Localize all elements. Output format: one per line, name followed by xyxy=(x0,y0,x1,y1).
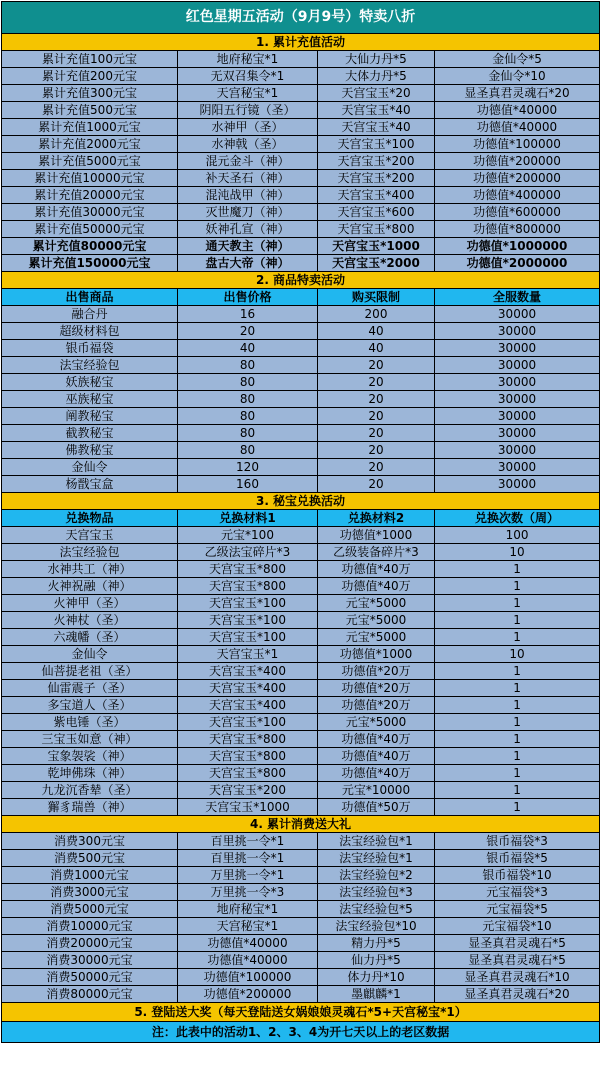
table-cell: 元宝福袋*3 xyxy=(435,884,600,901)
table-cell: 巫族秘宝 xyxy=(2,391,178,408)
table-row xyxy=(2,306,600,323)
table-cell: 累计充值50000元宝 xyxy=(2,221,178,238)
table-cell: 1 xyxy=(435,561,600,578)
table-cell: 天宫宝玉*40 xyxy=(318,102,435,119)
table-cell: 80 xyxy=(178,357,318,374)
table-cell: 万里挑一令*1 xyxy=(178,867,318,884)
table-cell: 1 xyxy=(435,680,600,697)
table-cell: 法宝经验包*2 xyxy=(318,867,435,884)
table-row xyxy=(2,357,600,374)
table-cell: 显圣真君灵魂石*20 xyxy=(435,85,600,102)
table-cell: 功德值*1000 xyxy=(318,646,435,663)
table-cell: 天宫宝玉*40 xyxy=(318,119,435,136)
table-cell: 天宫宝玉*400 xyxy=(178,680,318,697)
table-cell: 天宫宝玉*100 xyxy=(178,595,318,612)
table-cell: 功德值*40万 xyxy=(318,578,435,595)
note-row xyxy=(2,1022,600,1043)
table-cell: 天宫宝玉*800 xyxy=(178,561,318,578)
table-cell: 80 xyxy=(178,425,318,442)
table-cell: 1 xyxy=(435,799,600,816)
table-cell: 消费1000元宝 xyxy=(2,867,178,884)
table-cell: 功德值*100000 xyxy=(435,136,600,153)
table-cell: 累计充值80000元宝 xyxy=(2,238,178,255)
table-cell: 1 xyxy=(435,578,600,595)
table-cell: 功德值*100000 xyxy=(178,969,318,986)
table-cell: 仙雷震子（圣） xyxy=(2,680,178,697)
table-cell: 160 xyxy=(178,476,318,493)
table-row xyxy=(2,714,600,731)
table-cell: 地府秘宝*1 xyxy=(178,51,318,68)
table-cell: 功德值*40000 xyxy=(178,952,318,969)
table-row xyxy=(2,68,600,85)
table-cell: 40 xyxy=(178,340,318,357)
column-header: 兑换次数（周） xyxy=(435,510,600,527)
table-row xyxy=(2,986,600,1003)
table-cell: 补天圣石（神） xyxy=(178,170,318,187)
table-row xyxy=(2,119,600,136)
table-cell: 法宝经验包*1 xyxy=(318,833,435,850)
table-row xyxy=(2,799,600,816)
table-cell: 100 xyxy=(435,527,600,544)
table-cell: 天宫宝玉*800 xyxy=(178,731,318,748)
table-cell: 功德值*200000 xyxy=(435,153,600,170)
table-cell: 天宫宝玉*200 xyxy=(318,170,435,187)
table-cell: 截教秘宝 xyxy=(2,425,178,442)
table-row xyxy=(2,748,600,765)
table-row xyxy=(2,884,600,901)
table-cell: 功德值*1000000 xyxy=(435,238,600,255)
table-row xyxy=(2,918,600,935)
table-cell: 盘古大帝（神） xyxy=(178,255,318,272)
table-row xyxy=(2,867,600,884)
table-cell: 30000 xyxy=(435,340,600,357)
table-cell: 1 xyxy=(435,714,600,731)
table-cell: 天宫宝玉*400 xyxy=(318,187,435,204)
table-cell: 混元金斗（神） xyxy=(178,153,318,170)
section-heading: 5. 登陆送大奖（每天登陆送女娲娘娘灵魂石*5+天宫秘宝*1） xyxy=(2,1003,600,1022)
table-cell: 消费5000元宝 xyxy=(2,901,178,918)
table-cell: 金仙令*5 xyxy=(435,51,600,68)
table-cell: 水神共工（神） xyxy=(2,561,178,578)
table-cell: 大仙力丹*5 xyxy=(318,51,435,68)
table-cell: 天宫宝玉*400 xyxy=(178,697,318,714)
table-cell: 功德值*40000 xyxy=(435,102,600,119)
table-cell: 紫电锤（圣） xyxy=(2,714,178,731)
table-row xyxy=(2,476,600,493)
table-cell: 累计充值500元宝 xyxy=(2,102,178,119)
table-cell: 银币福袋*3 xyxy=(435,833,600,850)
table-cell: 精力丹*5 xyxy=(318,935,435,952)
section-heading: 3. 秘宝兑换活动 xyxy=(2,493,600,510)
column-header-row xyxy=(2,289,600,306)
table-row xyxy=(2,561,600,578)
table-row xyxy=(2,680,600,697)
table-cell: 80 xyxy=(178,374,318,391)
table-row xyxy=(2,323,600,340)
table-cell: 法宝经验包 xyxy=(2,357,178,374)
table-cell: 天宫宝玉*200 xyxy=(178,782,318,799)
table-cell: 火神甲（圣） xyxy=(2,595,178,612)
table-cell: 体力丹*10 xyxy=(318,969,435,986)
table-cell: 天宫宝玉*2000 xyxy=(318,255,435,272)
table-row xyxy=(2,442,600,459)
table-row xyxy=(2,527,600,544)
table-cell: 法宝经验包*5 xyxy=(318,901,435,918)
table-cell: 百里挑一令*1 xyxy=(178,833,318,850)
table-cell: 仙力丹*5 xyxy=(318,952,435,969)
table-cell: 30000 xyxy=(435,476,600,493)
table-row xyxy=(2,901,600,918)
table-row xyxy=(2,51,600,68)
table-cell: 天宫宝玉*1000 xyxy=(178,799,318,816)
table-cell: 水神戟（圣） xyxy=(178,136,318,153)
table-cell: 20 xyxy=(318,408,435,425)
table-cell: 獬豸瑞兽（神） xyxy=(2,799,178,816)
table-cell: 百里挑一令*1 xyxy=(178,850,318,867)
table-cell: 乙级装备碎片*3 xyxy=(318,544,435,561)
table-row xyxy=(2,102,600,119)
table-cell: 消费50000元宝 xyxy=(2,969,178,986)
table-cell: 天宫宝玉*1 xyxy=(178,646,318,663)
table-cell: 30000 xyxy=(435,442,600,459)
table-cell: 20 xyxy=(318,459,435,476)
table-cell: 显圣真君灵魂石*5 xyxy=(435,952,600,969)
table-row xyxy=(2,204,600,221)
table-cell: 80 xyxy=(178,408,318,425)
table-cell: 妖神孔宣（神） xyxy=(178,221,318,238)
table-cell: 1 xyxy=(435,748,600,765)
table-cell: 火神杖（圣） xyxy=(2,612,178,629)
table-cell: 功德值*20万 xyxy=(318,663,435,680)
table-cell: 30000 xyxy=(435,374,600,391)
table-cell: 杨戬宝盒 xyxy=(2,476,178,493)
table-cell: 10 xyxy=(435,646,600,663)
table-cell: 天宫秘宝*1 xyxy=(178,918,318,935)
table-cell: 40 xyxy=(318,323,435,340)
table-cell: 20 xyxy=(318,391,435,408)
table-cell: 元宝*100 xyxy=(178,527,318,544)
table-cell: 元宝*5000 xyxy=(318,612,435,629)
column-header-row xyxy=(2,510,600,527)
table-row xyxy=(2,697,600,714)
table-cell: 大体力丹*5 xyxy=(318,68,435,85)
table-cell: 1 xyxy=(435,782,600,799)
table-cell: 消费300元宝 xyxy=(2,833,178,850)
table-cell: 200 xyxy=(318,306,435,323)
table-cell: 累计充值100元宝 xyxy=(2,51,178,68)
column-header: 全服数量 xyxy=(435,289,600,306)
table-cell: 30000 xyxy=(435,391,600,408)
table-cell: 超级材料包 xyxy=(2,323,178,340)
table-cell: 融合丹 xyxy=(2,306,178,323)
table-cell: 20 xyxy=(318,357,435,374)
table-cell: 元宝*10000 xyxy=(318,782,435,799)
table-row xyxy=(2,170,600,187)
table-row xyxy=(2,544,600,561)
table-cell: 天宫宝玉*800 xyxy=(178,765,318,782)
table-cell: 元宝福袋*5 xyxy=(435,901,600,918)
table-cell: 累计充值200元宝 xyxy=(2,68,178,85)
table-cell: 累计充值5000元宝 xyxy=(2,153,178,170)
table-cell: 银币福袋*10 xyxy=(435,867,600,884)
table-cell: 墨麒麟*1 xyxy=(318,986,435,1003)
footnote: 注：此表中的活动1、2、3、4为开七天以上的老区数据 xyxy=(2,1022,600,1043)
table-cell: 功德值*40000 xyxy=(435,119,600,136)
table-cell: 元宝*5000 xyxy=(318,629,435,646)
table-cell: 累计充值20000元宝 xyxy=(2,187,178,204)
table-cell: 无双召集令*1 xyxy=(178,68,318,85)
section-heading: 1. 累计充值活动 xyxy=(2,34,600,51)
table-cell: 乾坤佛珠（神） xyxy=(2,765,178,782)
table-cell: 银币福袋*5 xyxy=(435,850,600,867)
table-cell: 累计充值30000元宝 xyxy=(2,204,178,221)
title-row xyxy=(2,2,600,34)
table-cell: 30000 xyxy=(435,425,600,442)
table-cell: 1 xyxy=(435,697,600,714)
table-cell: 六魂幡（圣） xyxy=(2,629,178,646)
table-cell: 消费500元宝 xyxy=(2,850,178,867)
section-heading-row xyxy=(2,34,600,51)
table-cell: 功德值*40万 xyxy=(318,561,435,578)
table-cell: 天宫宝玉*800 xyxy=(318,221,435,238)
table-cell: 万里挑一令*3 xyxy=(178,884,318,901)
table-cell: 功德值*800000 xyxy=(435,221,600,238)
table-row xyxy=(2,629,600,646)
table-row xyxy=(2,238,600,255)
table-row xyxy=(2,408,600,425)
table-cell: 功德值*40万 xyxy=(318,748,435,765)
table-cell: 1 xyxy=(435,629,600,646)
table-row xyxy=(2,731,600,748)
table-cell: 显圣真君灵魂石*20 xyxy=(435,986,600,1003)
table-cell: 阐教秘宝 xyxy=(2,408,178,425)
table-cell: 消费30000元宝 xyxy=(2,952,178,969)
table-cell: 天宫宝玉*20 xyxy=(318,85,435,102)
column-header: 出售价格 xyxy=(178,289,318,306)
table-cell: 30000 xyxy=(435,459,600,476)
table-cell: 金仙令 xyxy=(2,459,178,476)
section-heading-row xyxy=(2,493,600,510)
table-cell: 佛教秘宝 xyxy=(2,442,178,459)
table-cell: 天宫宝玉*600 xyxy=(318,204,435,221)
table-cell: 累计充值2000元宝 xyxy=(2,136,178,153)
table-cell: 天宫宝玉*800 xyxy=(178,748,318,765)
promo-table xyxy=(1,1,600,1043)
table-row xyxy=(2,136,600,153)
table-cell: 元宝福袋*10 xyxy=(435,918,600,935)
table-cell: 30000 xyxy=(435,408,600,425)
table-cell: 乙级法宝碎片*3 xyxy=(178,544,318,561)
table-cell: 九龙沉香辇（圣） xyxy=(2,782,178,799)
column-header: 购买限制 xyxy=(318,289,435,306)
table-cell: 功德值*1000 xyxy=(318,527,435,544)
table-cell: 1 xyxy=(435,663,600,680)
table-cell: 仙菩提老祖（圣） xyxy=(2,663,178,680)
table-cell: 元宝*5000 xyxy=(318,714,435,731)
table-row xyxy=(2,663,600,680)
table-cell: 混沌战甲（神） xyxy=(178,187,318,204)
table-cell: 显圣真君灵魂石*10 xyxy=(435,969,600,986)
section-heading: 2. 商品特卖活动 xyxy=(2,272,600,289)
table-cell: 16 xyxy=(178,306,318,323)
table-row xyxy=(2,425,600,442)
table-cell: 80 xyxy=(178,391,318,408)
table-cell: 天宫宝玉*1000 xyxy=(318,238,435,255)
table-cell: 天宫宝玉*800 xyxy=(178,578,318,595)
table-cell: 累计充值300元宝 xyxy=(2,85,178,102)
table-row xyxy=(2,187,600,204)
table-cell: 20 xyxy=(318,425,435,442)
column-header: 出售商品 xyxy=(2,289,178,306)
table-cell: 法宝经验包*1 xyxy=(318,850,435,867)
table-row xyxy=(2,391,600,408)
table-cell: 30000 xyxy=(435,306,600,323)
table-cell: 天宫宝玉*100 xyxy=(318,136,435,153)
table-cell: 火神祝融（神） xyxy=(2,578,178,595)
table-cell: 天宫宝玉 xyxy=(2,527,178,544)
table-cell: 功德值*200000 xyxy=(178,986,318,1003)
table-cell: 1 xyxy=(435,612,600,629)
table-row xyxy=(2,952,600,969)
table-cell: 功德值*400000 xyxy=(435,187,600,204)
table-cell: 三宝玉如意（神） xyxy=(2,731,178,748)
table-cell: 20 xyxy=(318,476,435,493)
table-cell: 功德值*20万 xyxy=(318,680,435,697)
table-cell: 120 xyxy=(178,459,318,476)
table-cell: 1 xyxy=(435,765,600,782)
table-row xyxy=(2,578,600,595)
table-cell: 20 xyxy=(318,374,435,391)
table-cell: 30000 xyxy=(435,323,600,340)
table-cell: 阴阳五行镜（圣） xyxy=(178,102,318,119)
table-cell: 功德值*40000 xyxy=(178,935,318,952)
table-cell: 累计充值1000元宝 xyxy=(2,119,178,136)
table-cell: 消费80000元宝 xyxy=(2,986,178,1003)
section-heading-row xyxy=(2,816,600,833)
table-cell: 1 xyxy=(435,731,600,748)
table-cell: 80 xyxy=(178,442,318,459)
table-cell: 妖族秘宝 xyxy=(2,374,178,391)
table-cell: 40 xyxy=(318,340,435,357)
table-cell: 银币福袋 xyxy=(2,340,178,357)
table-cell: 法宝经验包*3 xyxy=(318,884,435,901)
table-cell: 功德值*40万 xyxy=(318,765,435,782)
table-cell: 水神甲（圣） xyxy=(178,119,318,136)
table-cell: 金仙令*10 xyxy=(435,68,600,85)
table-cell: 30000 xyxy=(435,357,600,374)
table-cell: 天宫宝玉*400 xyxy=(178,663,318,680)
table-cell: 功德值*200000 xyxy=(435,170,600,187)
table-row xyxy=(2,612,600,629)
table-row xyxy=(2,255,600,272)
table-cell: 显圣真君灵魂石*5 xyxy=(435,935,600,952)
table-cell: 累计充值10000元宝 xyxy=(2,170,178,187)
table-cell: 消费3000元宝 xyxy=(2,884,178,901)
table-cell: 功德值*600000 xyxy=(435,204,600,221)
table-row xyxy=(2,833,600,850)
column-header: 兑换材料1 xyxy=(178,510,318,527)
table-cell: 天宫宝玉*100 xyxy=(178,629,318,646)
table-row xyxy=(2,85,600,102)
table-cell: 功德值*2000000 xyxy=(435,255,600,272)
table-cell: 功德值*40万 xyxy=(318,731,435,748)
table-row xyxy=(2,646,600,663)
table-row xyxy=(2,340,600,357)
table-cell: 天宫秘宝*1 xyxy=(178,85,318,102)
section-heading-row xyxy=(2,1003,600,1022)
table-cell: 功德值*20万 xyxy=(318,697,435,714)
table-cell: 多宝道人（圣） xyxy=(2,697,178,714)
table-row xyxy=(2,935,600,952)
section-heading: 4. 累计消费送大礼 xyxy=(2,816,600,833)
table-cell: 天宫宝玉*200 xyxy=(318,153,435,170)
table-cell: 地府秘宝*1 xyxy=(178,901,318,918)
table-cell: 天宫宝玉*100 xyxy=(178,714,318,731)
table-row xyxy=(2,374,600,391)
table-cell: 法宝经验包*10 xyxy=(318,918,435,935)
table-cell: 灭世魔刀（神） xyxy=(178,204,318,221)
table-row xyxy=(2,850,600,867)
table-cell: 天宫宝玉*100 xyxy=(178,612,318,629)
table-cell: 消费20000元宝 xyxy=(2,935,178,952)
table-cell: 功德值*50万 xyxy=(318,799,435,816)
table-row xyxy=(2,969,600,986)
table-cell: 1 xyxy=(435,595,600,612)
table-cell: 宝象袈裟（神） xyxy=(2,748,178,765)
table-cell: 累计充值150000元宝 xyxy=(2,255,178,272)
column-header: 兑换物品 xyxy=(2,510,178,527)
table-row xyxy=(2,595,600,612)
column-header: 兑换材料2 xyxy=(318,510,435,527)
page-title: 红色星期五活动（9月9号）特卖八折 xyxy=(2,2,600,34)
table-cell: 20 xyxy=(178,323,318,340)
table-cell: 通天教主（神） xyxy=(178,238,318,255)
table-row xyxy=(2,221,600,238)
table-cell: 金仙令 xyxy=(2,646,178,663)
section-heading-row xyxy=(2,272,600,289)
table-cell: 10 xyxy=(435,544,600,561)
table-row xyxy=(2,459,600,476)
table-row xyxy=(2,782,600,799)
table-cell: 法宝经验包 xyxy=(2,544,178,561)
table-cell: 消费10000元宝 xyxy=(2,918,178,935)
table-cell: 20 xyxy=(318,442,435,459)
table-cell: 元宝*5000 xyxy=(318,595,435,612)
table-row xyxy=(2,765,600,782)
table-row xyxy=(2,153,600,170)
